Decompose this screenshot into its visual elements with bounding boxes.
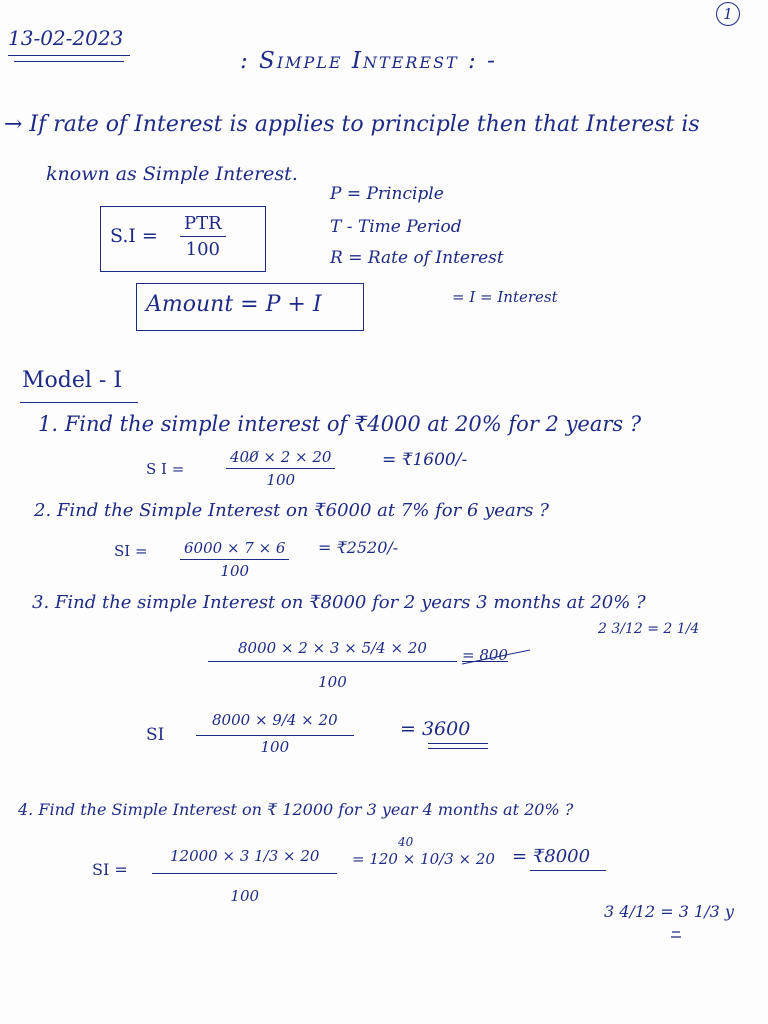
q4-result: = ₹8000 (512, 846, 591, 867)
q3-line2-result: = 3600 (400, 718, 471, 740)
q4-denominator: 100 (230, 886, 260, 905)
q3-line1-denominator: 100 (318, 672, 347, 691)
amount-formula: Amount = P + I (146, 292, 322, 317)
intro-line-1: → If rate of Interest is applies to principle then that Interest is (4, 112, 700, 137)
q2-denominator: 100 (220, 561, 250, 580)
date: 13-02-2023 (8, 26, 124, 50)
q3-line1-numerator: 8000 × 2 × 3 × 5/4 × 20 (208, 640, 457, 662)
q3-si-label: SI (146, 725, 165, 745)
legend-principle: P = Principle (330, 184, 444, 204)
q1-result: = ₹1600/- (382, 450, 468, 470)
question-2: 2. Find the Simple Interest on ₹6000 at 7% for 6 years ? (34, 500, 549, 521)
q3-line2-numerator: 8000 × 9/4 × 20 (196, 712, 354, 736)
q1-denominator: 100 (266, 470, 296, 489)
question-3: 3. Find the simple Interest on ₹8000 for 2 years 3 months at 20% ? (32, 592, 646, 613)
q3-side-note: 2 3/12 = 2 1/4 (598, 621, 700, 637)
q4-side-note: 3 4/12 = 3 1/3 y (604, 902, 734, 921)
page-number: 1 (723, 5, 733, 23)
si-denominator: 100 (185, 238, 221, 260)
intro-line-2: known as Simple Interest. (46, 163, 298, 185)
interest-note: = I = Interest (452, 288, 558, 306)
q2-result: = ₹2520/- (318, 538, 399, 557)
q4-si-label: SI = (92, 860, 128, 879)
page-title: : Simple Interest : - (240, 48, 497, 74)
q4-numerator: 12000 × 3 1/3 × 20 (152, 848, 337, 874)
question-4: 4. Find the Simple Interest on ₹ 12000 for 3 year 4 months at 20% ? (18, 800, 574, 819)
q1-numerator: 400̸ × 2 × 20 (226, 449, 335, 469)
q3-line2-denominator: 100 (260, 737, 290, 756)
side-note-double-underline (671, 932, 681, 937)
model-heading: Model - I (22, 368, 123, 393)
q2-si-label: SI = (114, 542, 148, 560)
si-numerator: PTR (180, 214, 226, 237)
si-label: S.I = (110, 225, 158, 247)
q1-si-label: S I = (146, 460, 185, 478)
q3-line1-result: = 800 (462, 646, 508, 664)
q4-step-mark: 40 (398, 835, 414, 849)
q4-step: = 120 × 10/3 × 20 (352, 850, 495, 868)
legend-time: T - Time Period (330, 217, 462, 237)
q3-strike-through (462, 646, 530, 664)
q2-numerator: 6000 × 7 × 6 (180, 540, 289, 560)
legend-rate: R = Rate of Interest (330, 248, 504, 268)
question-1: 1. Find the simple interest of ₹4000 at 20% for 2 years ? (38, 412, 642, 436)
